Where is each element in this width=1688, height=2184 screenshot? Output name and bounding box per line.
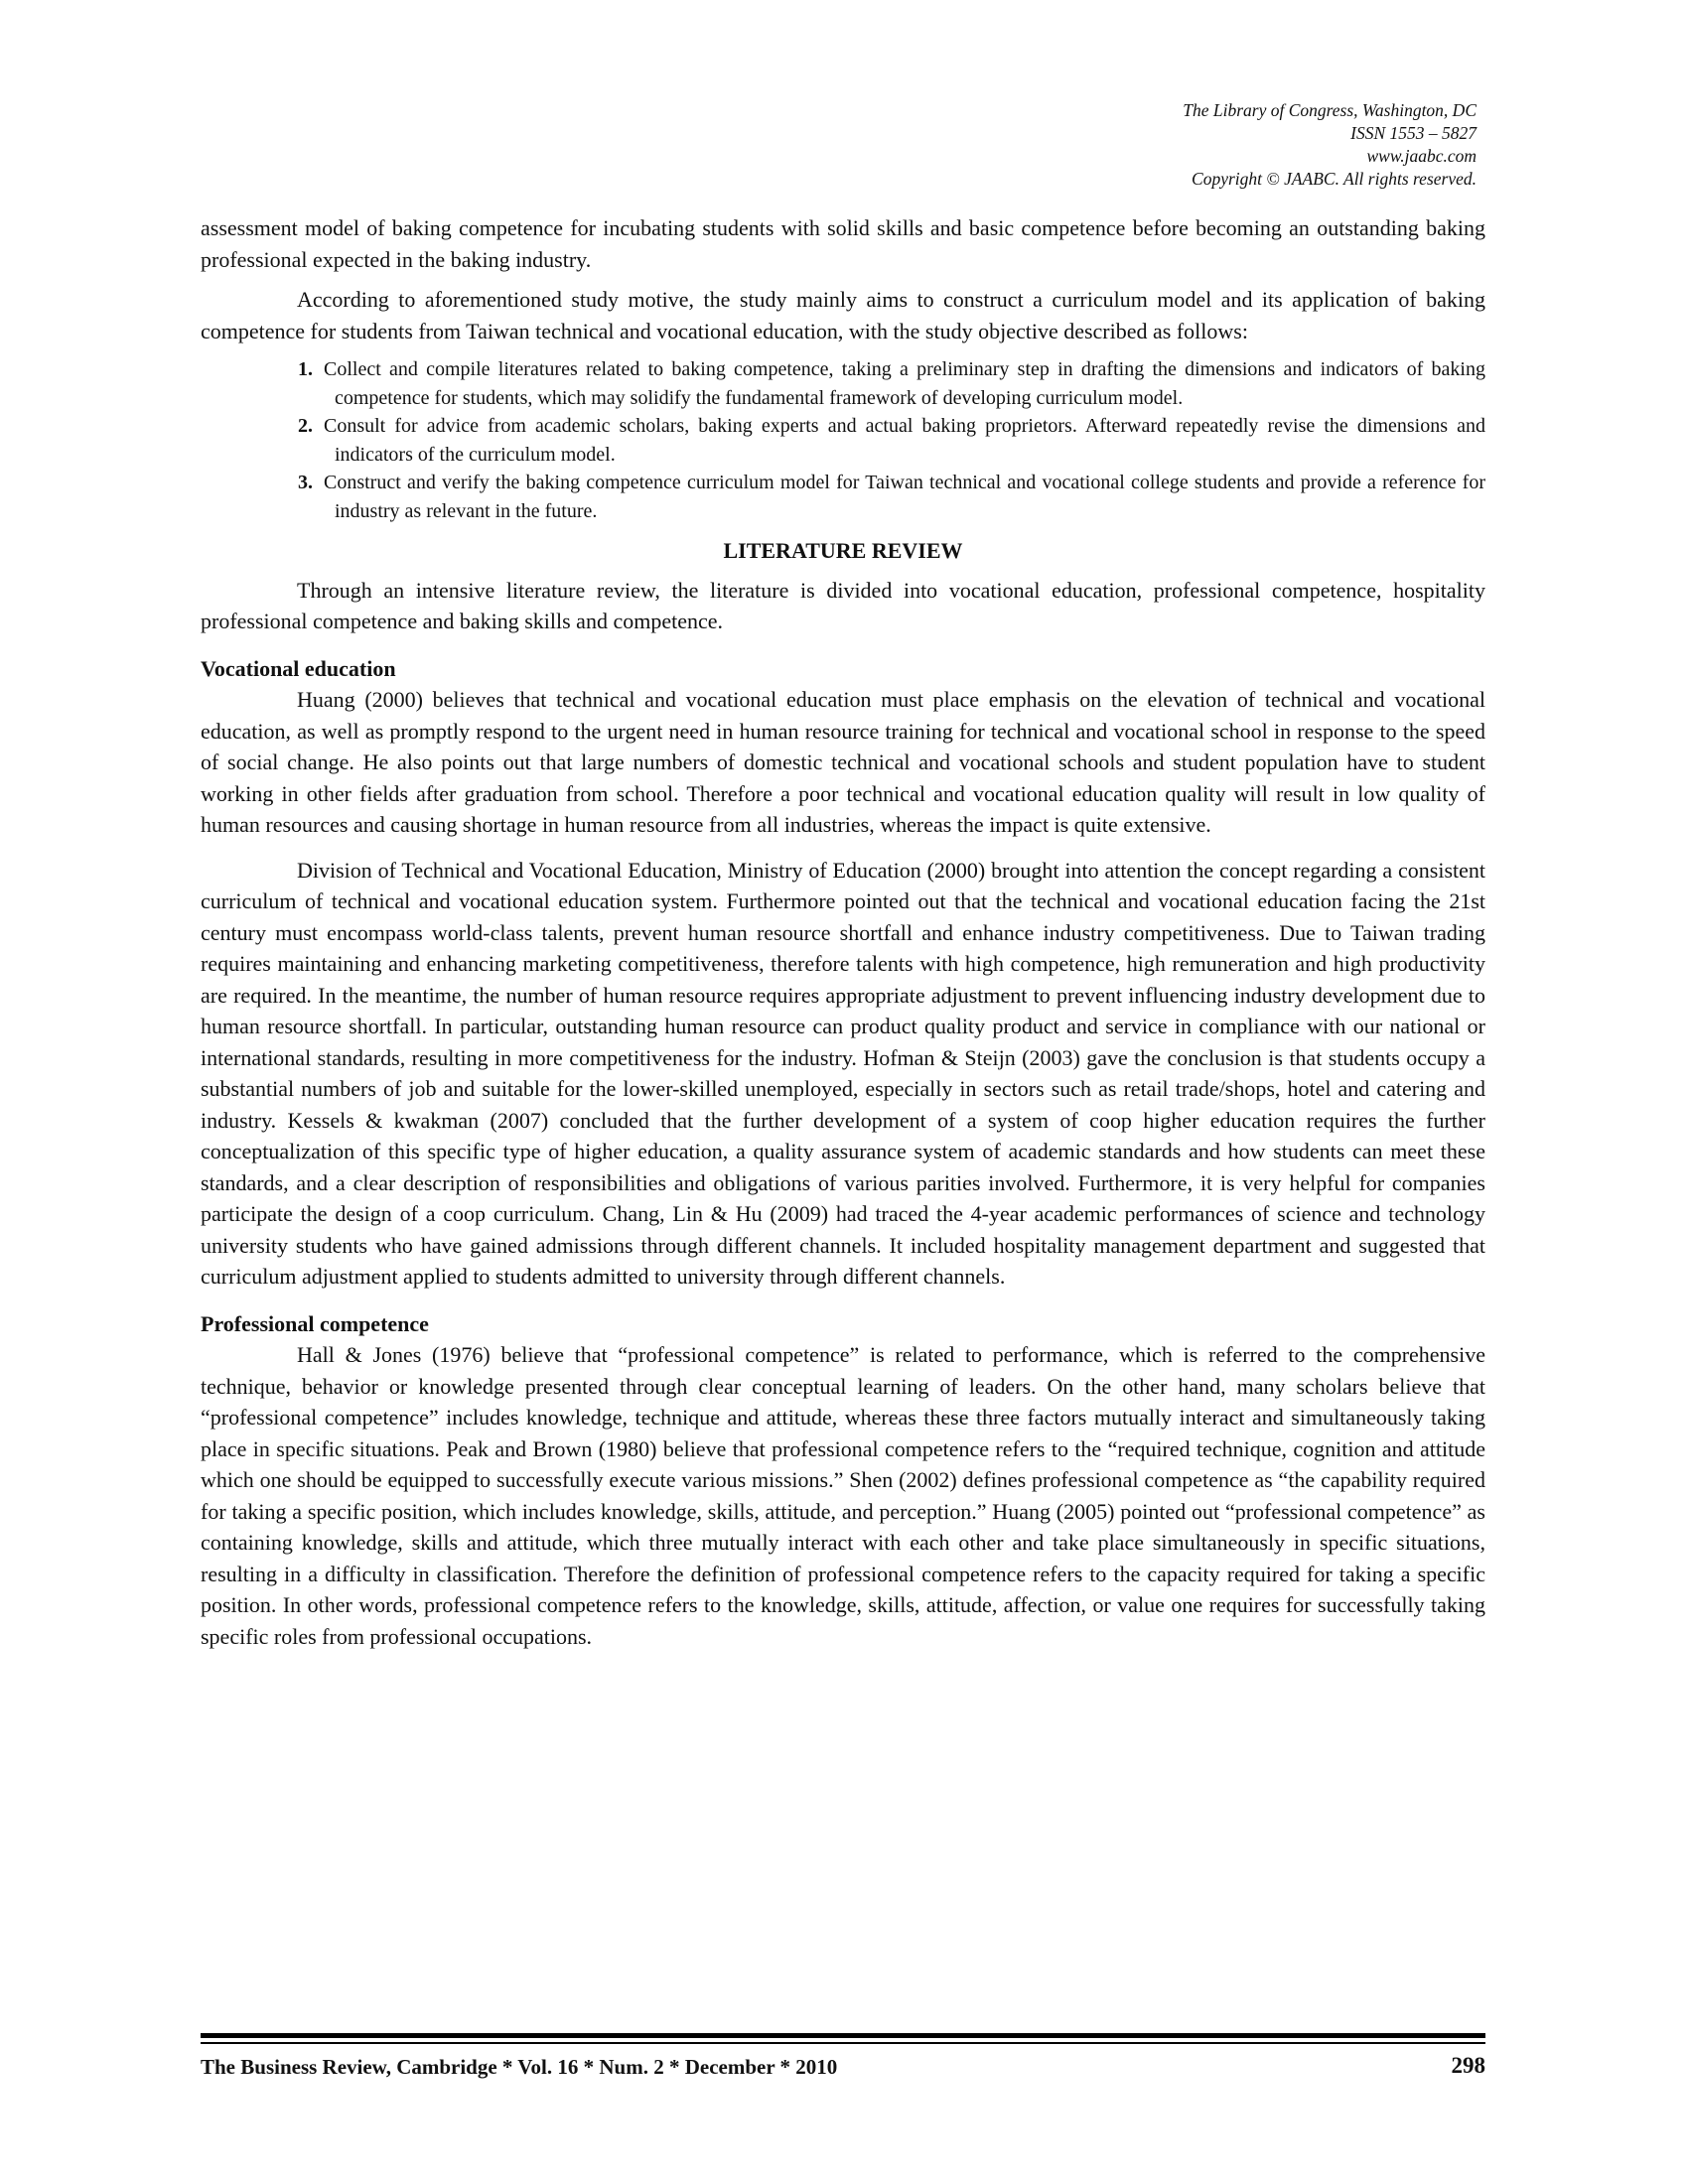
objective-number: 1. <box>298 358 313 380</box>
objective-text: Construct and verify the baking competence curriculum model for Taiwan technical and vocational college students and provide a reference for industry as relevant in the future. <box>324 472 1485 522</box>
objective-number: 3. <box>298 472 313 493</box>
objective-text: Collect and compile literatures related to baking competence, taking a preliminary step in drafting the dimensions and indicators of baking competence for students, which may solidify the fundamental framework of developing curriculum model. <box>324 358 1485 409</box>
header-issn: ISSN 1553 – 5827 <box>1350 123 1477 143</box>
objective-item <box>298 469 1485 525</box>
header-publisher: The Library of Congress, Washington, DC <box>1183 100 1477 120</box>
literature-review-intro: Through an intensive literature review, the literature is divided into vocational education, professional competence, hospitality professional competence and baking skills and competence. <box>201 577 1485 633</box>
page-header <box>1183 99 1477 191</box>
objective-item <box>298 412 1485 469</box>
header-copyright: Copyright © JAABC. All rights reserved. <box>1192 169 1477 189</box>
professional-paragraph-1: Hall & Jones (1976) believe that “professional competence” is related to performance, which is referred to the comprehensive technique, behavior or knowledge presented through clear conceptual learning of leaders. On the other hand, many scholars believe that “professional competence” includes knowledge, technique and attitude, whereas these three factors mutually interact and simultaneously taking place in specific situations. Peak and Brown (1980) believe that professional competence refers to the “required technique, cognition and attitude which one should be equipped to successfully execute various missions.” Shen (2002) defines professional competence as “the capability required for taking a specific position, which includes knowledge, skills, attitude, and perception.” Huang (2005) pointed out “professional competence” as containing knowledge, skills and attitude, which three mutually interact with each other and take place simultaneously in specific situations, resulting in a difficulty in classification. Therefore the definition of professional competence refers to the capacity required for taking a specific position. In other words, professional competence refers to the knowledge, skills, attitude, affection, or value one requires for successfully taking specific roles from professional occupations. <box>201 1342 1485 1649</box>
section-title-literature-review: LITERATURE REVIEW <box>723 538 963 563</box>
objective-text: Consult for advice from academic scholars, baking experts and actual baking proprietors. Afterward repeatedly revise the dimensions and indicators of the curriculum model. <box>324 415 1485 466</box>
subsection-title-professional-competence: Professional competence <box>201 1310 429 1336</box>
subsection-title-vocational-education: Vocational education <box>201 655 396 681</box>
objective-item <box>298 355 1485 412</box>
objective-number: 2. <box>298 415 313 437</box>
intro-paragraph-objectives: According to aforementioned study motive, the study mainly aims to construct a curriculum model and its application of baking competence for students from Taiwan technical and vocational education, with the study objective described as follows: <box>201 287 1485 343</box>
body-content <box>201 212 1485 1652</box>
objectives-list <box>201 355 1485 525</box>
vocational-paragraph-2: Division of Technical and Vocational Education, Ministry of Education (2000) brought into attention the concept regarding a consistent curriculum of technical and vocational education system. Furthermore pointed out that the technical and vocational education facing the 21st century must encompass world-class talents, prevent human resource shortfall and enhance industry competitiveness. Due to Taiwan trading requires maintaining and enhancing marketing competitiveness, therefore talents with high competence, high remuneration and high productivity are required. In the meantime, the number of human resource requires appropriate adjustment to prevent influencing industry development due to human resource shortfall. In particular, outstanding human resource can product quality product and service in compliance with our national or international standards, resulting in more competitiveness for the industry. Hofman & Steijn (2003) gave the conclusion is that students occupy a substantial numbers of job and suitable for the lower-skilled unemployed, especially in sectors such as retail trade/shops, hotel and catering and industry. Kessels & kwakman (2007) concluded that the further development of a system of coop higher education requires the further conceptualization of this specific type of higher education, a quality assurance system of academic standards and how students can meet these standards, and a clear description of responsibilities and obligations of various parities involved. Furthermore, it is very helpful for companies participate the design of a coop curriculum. Chang, Lin & Hu (2009) had traced the 4-year academic performances of science and technology university students who have gained admissions through different channels. It included hospitality management department and suggested that curriculum adjustment applied to students admitted to university through different channels. <box>201 857 1485 1289</box>
footer-rule-thick <box>201 2033 1485 2038</box>
footer-rule-thin <box>201 2042 1485 2044</box>
vocational-paragraph-1: Huang (2000) believes that technical and vocational education must place emphasis on the elevation of technical and vocational education, as well as promptly respond to the urgent need in human resource training for technical and vocational school in response to the speed of social change. He also points out that large numbers of domestic technical and vocational schools and student population have to student working in other fields after graduation from school. Therefore a poor technical and vocational education quality will result in low quality of human resources and causing shortage in human resource from all industries, whereas the impact is quite extensive. <box>201 687 1485 837</box>
intro-paragraph-continued: assessment model of baking competence for incubating students with solid skills and basic competence before becoming an outstanding baking professional expected in the baking industry. <box>201 215 1485 272</box>
footer-page-number: 298 <box>1451 2053 1485 2078</box>
header-website[interactable]: www.jaabc.com <box>1366 146 1477 166</box>
footer-journal-info: The Business Review, Cambridge * Vol. 16 * Num. 2 * December * 2010 <box>201 2055 838 2079</box>
